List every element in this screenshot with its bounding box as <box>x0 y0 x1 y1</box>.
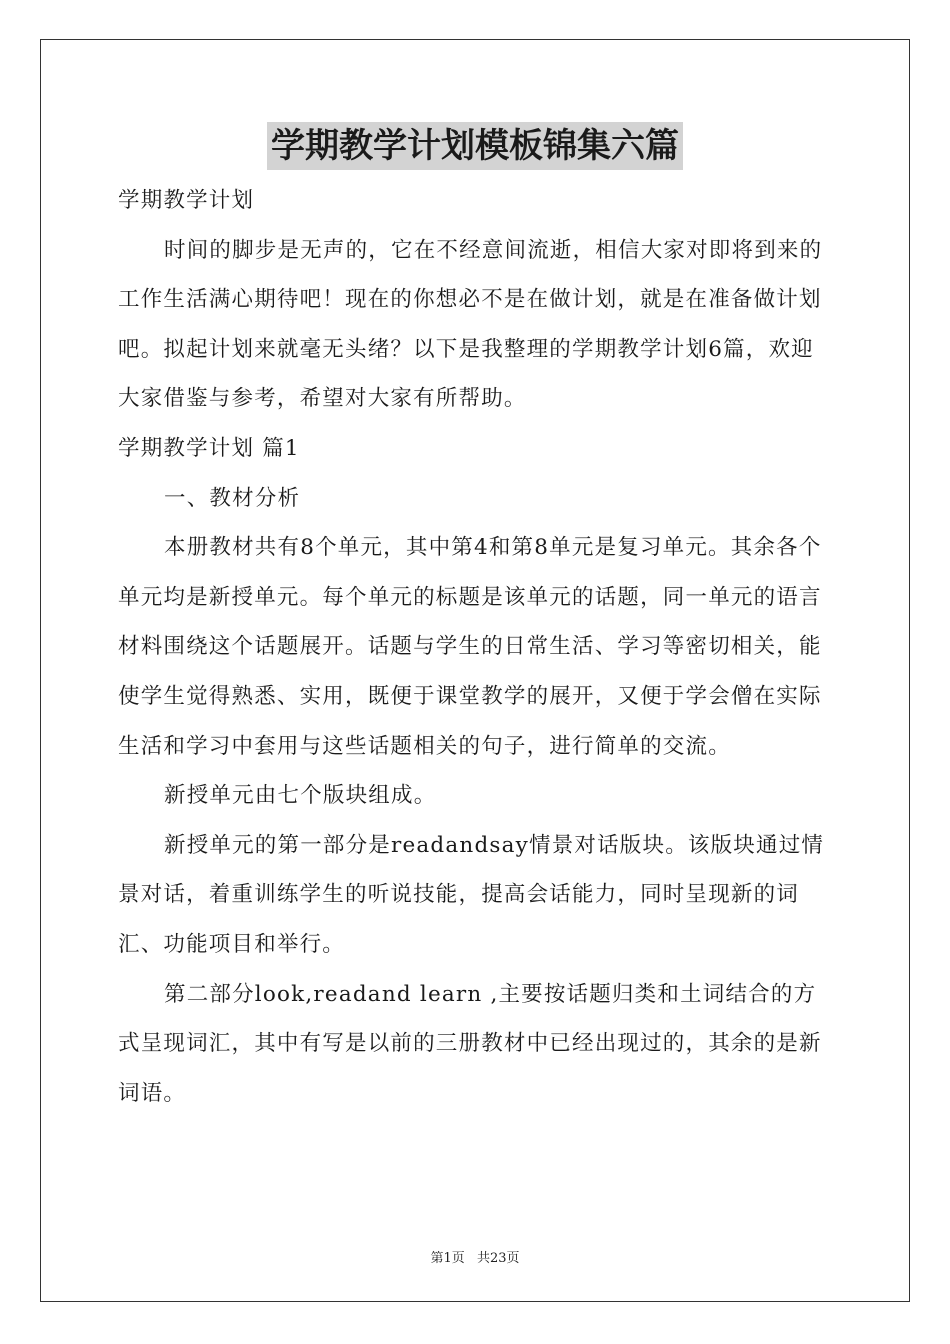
document-title: 学期教学计划模板锦集六篇 <box>267 122 683 170</box>
body-paragraph: 新授单元的第一部分是readandsay情景对话版块。该版块通过情景对话，着重训练学生的听说技能，提高会话能力，同时呈现新的词汇、功能项目和举行。 <box>118 832 825 957</box>
section-heading: 学期教学计划 <box>118 188 255 213</box>
intro-paragraph: 时间的脚步是无声的，它在不经意间流逝，相信大家对即将到来的工作生活满心期待吧！现在的你想必不是在做计划，就是在准备做计划吧。拟起计划来就毫无头绪？以下是我整理的学期教学计划6篇，欢迎大家借鉴与参考，希望对大家有所帮助。 <box>118 237 823 412</box>
page-number: 第1页 <box>430 1251 465 1266</box>
page-footer <box>0 1247 950 1266</box>
title-container <box>0 122 950 170</box>
body-paragraph: 本册教材共有8个单元，其中第4和第8单元是复习单元。其余各个单元均是新授单元。每个单元的标题是该单元的话题，同一单元的语言材料围绕这个话题展开。话题与学生的日常生活、学习等密切相关，能使学生觉得熟悉、实用，既便于课堂教学的展开，又便于学会僧在实际生活和学习中套用与这些话题相关的句子，进行简单的交流。 <box>118 535 822 759</box>
section-heading: 学期教学计划 篇1 <box>118 435 300 461</box>
body-paragraph: 第二部分look,readand learn ,主要按话题归类和土词结合的方式呈现词汇，其中有写是以前的三册教材中已经出现过的，其余的是新词语。 <box>118 981 822 1106</box>
page-total: 共23页 <box>476 1251 520 1266</box>
subsection-heading: 一、教材分析 <box>164 485 301 511</box>
document-body <box>118 176 834 1118</box>
body-paragraph: 新授单元由七个版块组成。 <box>164 783 437 809</box>
